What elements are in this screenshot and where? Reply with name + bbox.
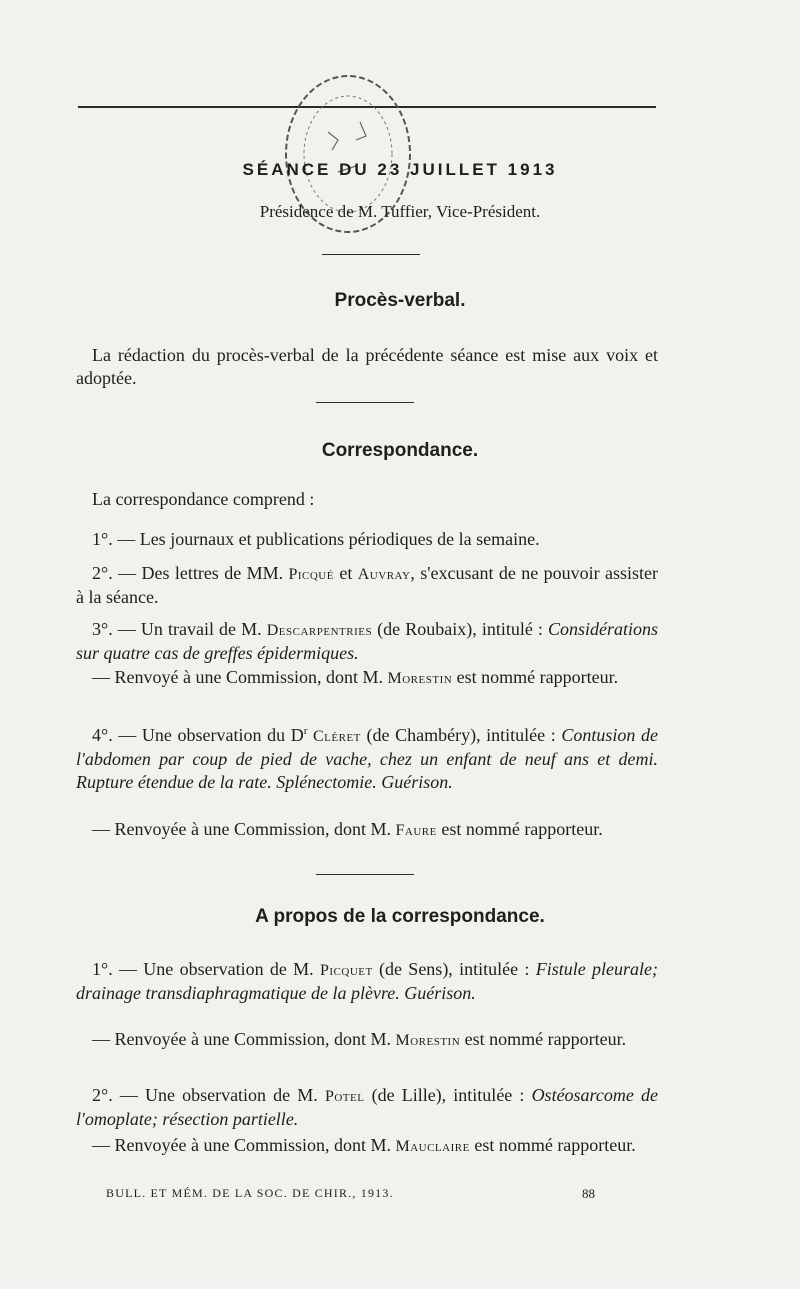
presidence-line: Présidence de M. Tuffier, Vice-Président. [259, 202, 541, 221]
author-name: Descarpentries [266, 622, 373, 639]
work-title: Contusion de l'abdomen par coup de pied de vache, chez un enfant de neuf ans et demi. Rupture étendue de la rate. Splénectomie. Guérison. [76, 725, 658, 792]
author-name: Mauclaire [395, 1138, 470, 1155]
correspondance-item-4-renvoi: — Renvoyée à une Commission, dont M. Faure est nommé rapporteur. [92, 819, 603, 839]
author-name: Picquet [319, 962, 373, 979]
session-title: SÉANCE DU 23 JUILLET 1913 [242, 160, 558, 179]
page-number: 88 [582, 1186, 595, 1201]
correspondance-item-2: 2°. — Des lettres de MM. Picqué et Auvray, s'excusant de ne pouvoir assister à la séance. [76, 563, 659, 607]
author-name: Auvray [357, 566, 411, 583]
a-propos-item-1: 1°. — Une observation de M. Picquet (de Sens), intitulée : Fistule pleurale; drainage transdiaphragmatique de la plèvre. Guérison. [76, 959, 658, 1003]
correspondance-item-1: 1°. — Les journaux et publications périodiques de la semaine. [92, 529, 540, 549]
a-propos-item-2-renvoi: — Renvoyée à une Commission, dont M. Mauclaire est nommé rapporteur. [92, 1135, 636, 1155]
author-name: Cléret [313, 728, 361, 745]
correspondance-intro: La correspondance comprend : [92, 489, 315, 509]
author-name: Morestin [387, 670, 453, 687]
work-title: Fistule pleurale; drainage transdiaphragmatique de la plèvre. Guérison. [76, 959, 658, 1003]
heading-a-propos: A propos de la correspondance. [255, 906, 545, 927]
author-name: Faure [395, 822, 437, 839]
a-propos-item-2: 2°. — Une observation de M. Potel (de Lille), intitulée : Ostéosarcome de l'omoplate; résection partielle. [76, 1085, 658, 1129]
separator-rule [316, 402, 414, 403]
footer-journal: BULL. ET MÉM. DE LA SOC. DE CHIR., 1913. [106, 1186, 394, 1200]
separator-rule [322, 254, 420, 255]
author-name: Morestin [395, 1032, 461, 1049]
heading-proces-verbal: Procès-verbal. [334, 290, 466, 311]
work-title: Considérations sur quatre cas de greffes épidermiques. [76, 619, 659, 663]
proces-verbal-text: La rédaction du procès-verbal de la précédente séance est mise aux voix et adoptée. [76, 345, 658, 388]
correspondance-item-3: 3°. — Un travail de M. Descarpentries (de Roubaix), intitulé : Considérations sur quatre cas de greffes épidermiques. [76, 619, 659, 663]
work-title: Ostéosarcome de l'omoplate; résection partielle. [76, 1085, 658, 1129]
separator-rule [316, 874, 414, 875]
author-name: Picqué [288, 566, 334, 583]
correspondance-item-4: 4°. — Une observation du $D^r$ Cléret (de Chambéry), intitulée : Contusion de l'abdomen par coup de pied de vache, chez un enfant de neuf ans et demi. Rupture étendue de la rate. Splénectomie. Guérison. [76, 725, 658, 792]
author-name: Potel [324, 1088, 365, 1105]
heading-correspondance: Correspondance. [321, 440, 479, 461]
a-propos-item-1-renvoi: — Renvoyée à une Commission, dont M. Morestin est nommé rapporteur. [92, 1029, 627, 1049]
correspondance-item-3-renvoi: — Renvoyé à une Commission, dont M. Morestin est nommé rapporteur. [92, 667, 619, 687]
